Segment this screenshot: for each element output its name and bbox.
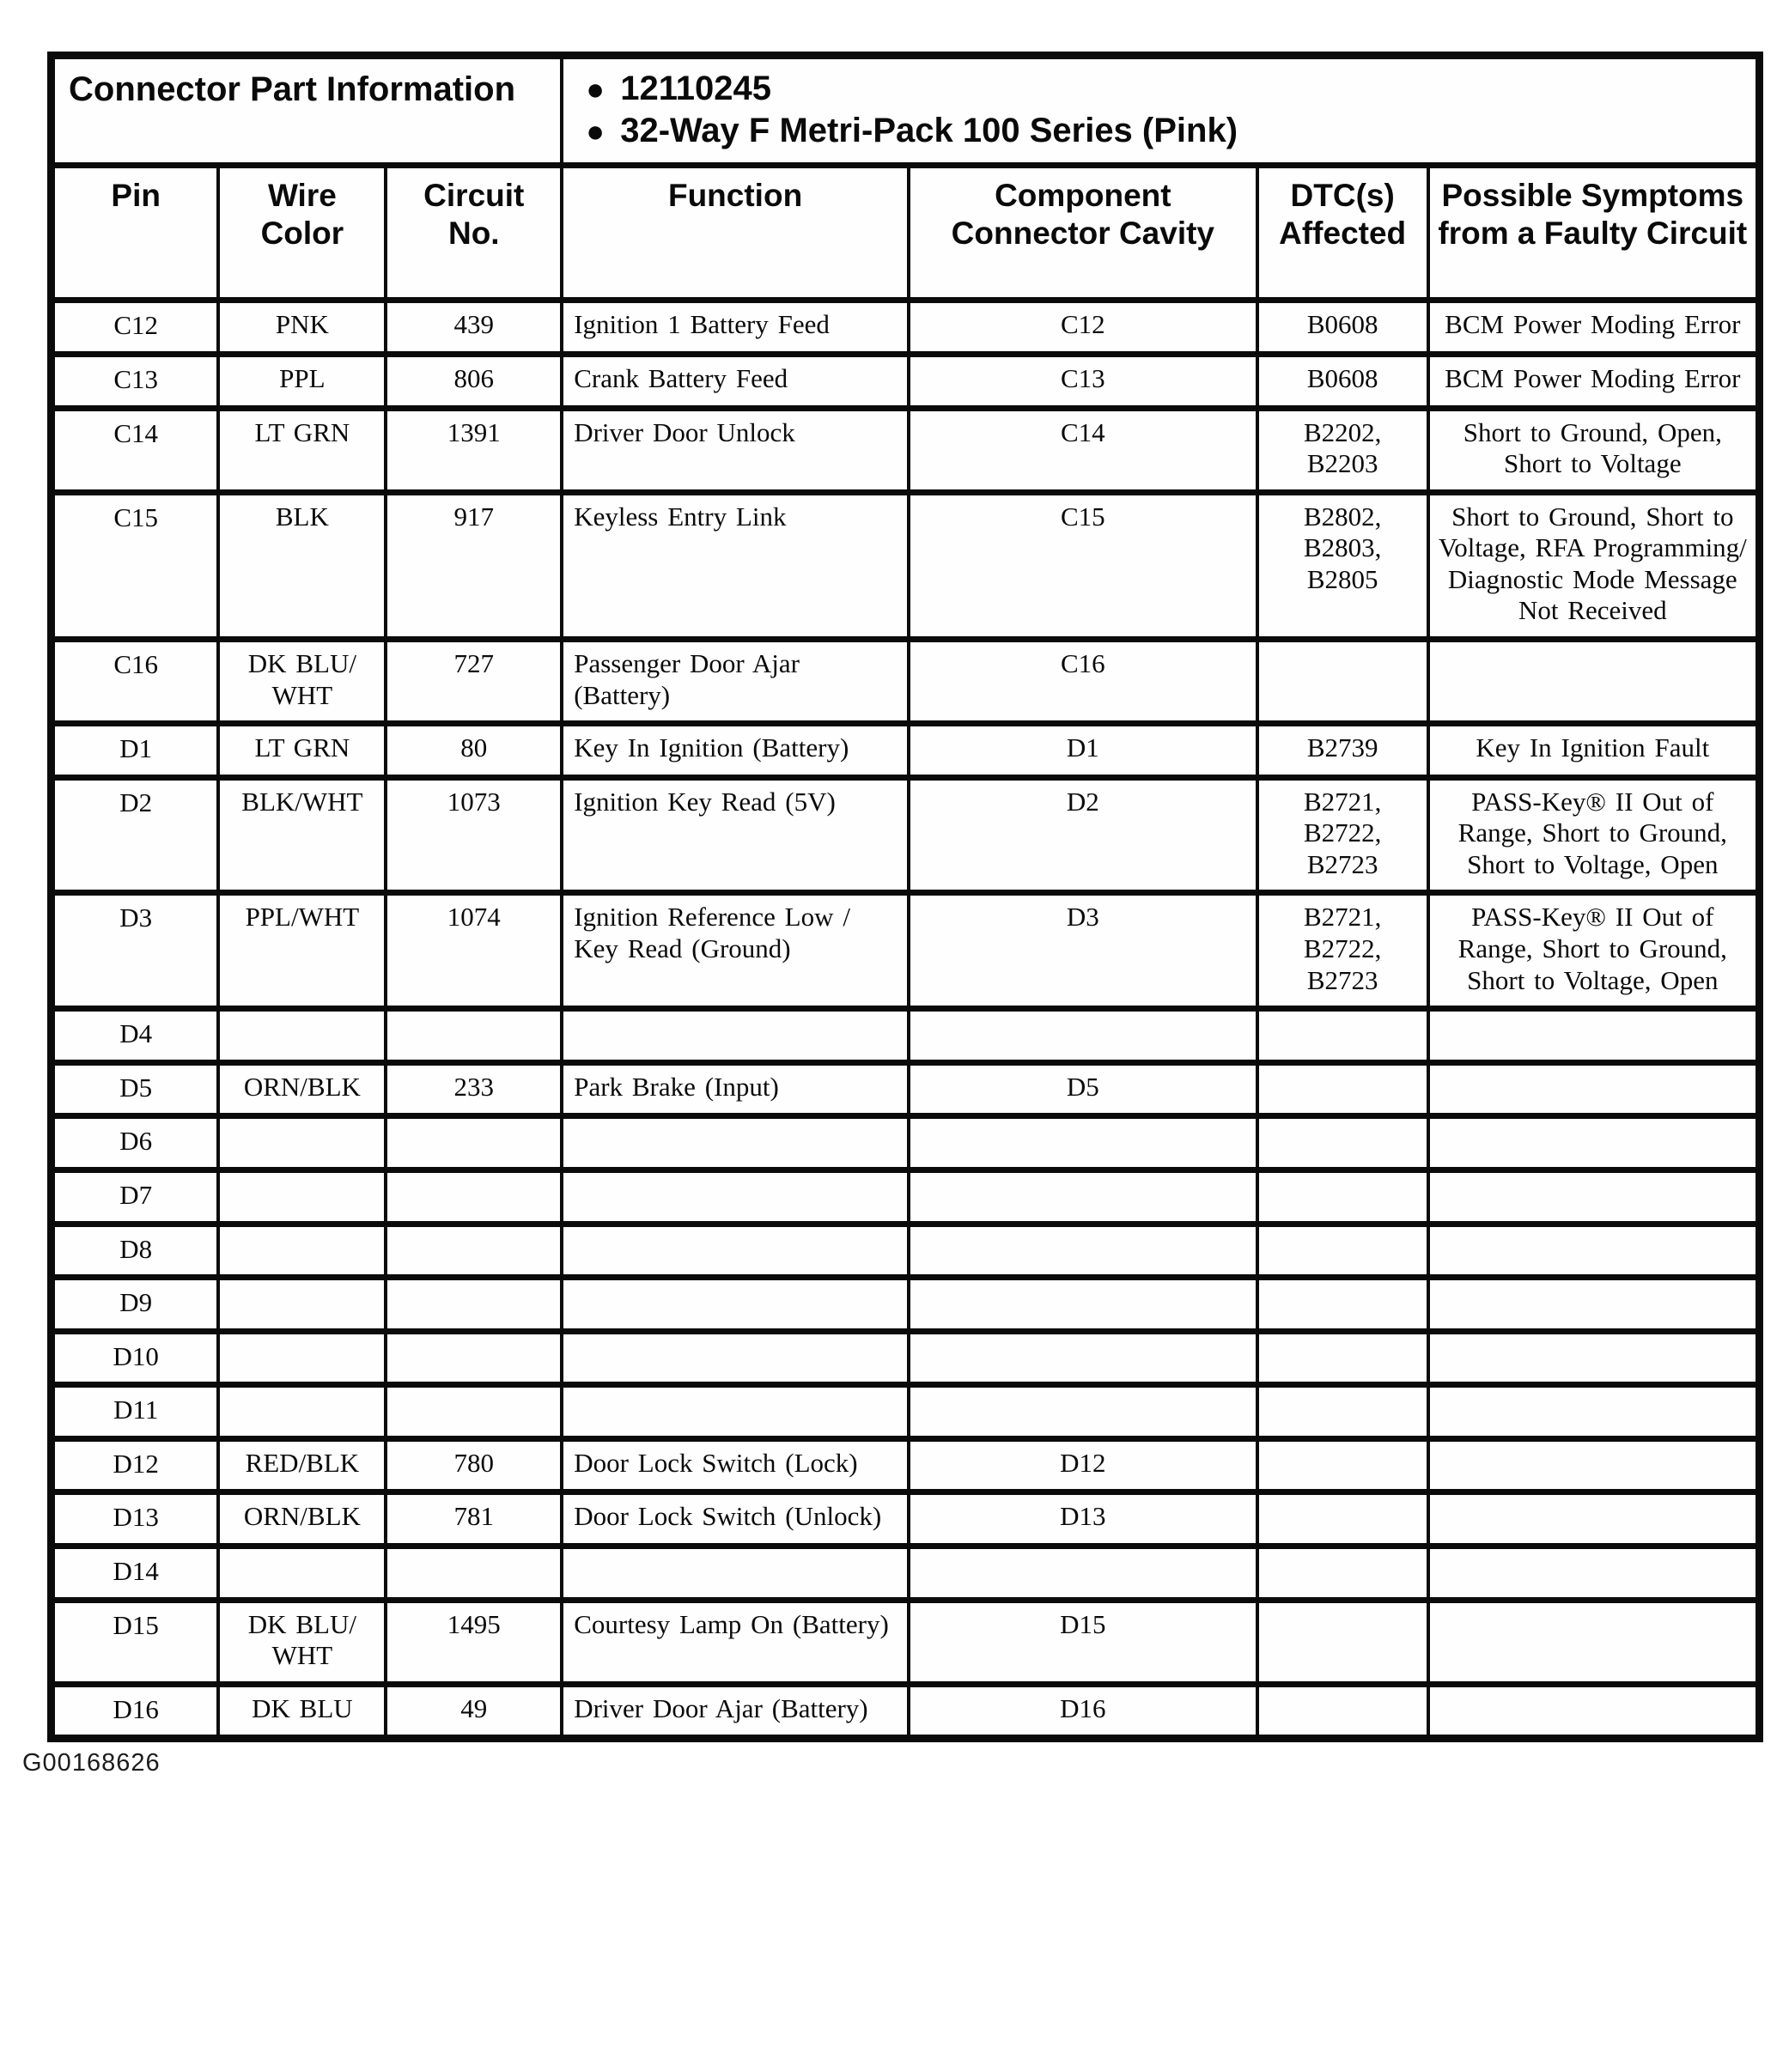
cell-wire-color: DK BLU/ WHT xyxy=(218,1600,386,1684)
table-row xyxy=(52,1385,1760,1439)
cell-function: Driver Door Unlock xyxy=(562,408,909,492)
cell-wire-color xyxy=(218,1116,386,1170)
cell-pin: D8 xyxy=(52,1224,219,1278)
cell-pin: C13 xyxy=(52,354,219,408)
table-row xyxy=(52,354,1760,408)
column-header-row xyxy=(52,165,1760,301)
cell-pin: C16 xyxy=(52,640,219,724)
cell-dtcs-affected: B2721, B2722, B2723 xyxy=(1257,777,1428,893)
cell-pin: D13 xyxy=(52,1492,219,1546)
cell-circuit-no xyxy=(386,1546,562,1600)
cell-possible-symptoms xyxy=(1428,1062,1760,1116)
cell-function xyxy=(562,1331,909,1385)
cell-component-connector-cavity xyxy=(909,1278,1257,1332)
cell-component-connector-cavity: D5 xyxy=(909,1062,1257,1116)
cell-dtcs-affected: B0608 xyxy=(1257,354,1428,408)
cell-dtcs-affected xyxy=(1257,1492,1428,1546)
cell-possible-symptoms: PASS-Key® II Out of Range, Short to Ground, Short to Voltage, Open xyxy=(1428,893,1760,1009)
cell-possible-symptoms: Key In Ignition Fault xyxy=(1428,724,1760,778)
cell-dtcs-affected xyxy=(1257,1062,1428,1116)
cell-function: Keyless Entry Link xyxy=(562,492,909,639)
cell-function: Key In Ignition (Battery) xyxy=(562,724,909,778)
cell-possible-symptoms xyxy=(1428,1009,1760,1063)
cell-pin: D6 xyxy=(52,1116,219,1170)
table-row xyxy=(52,1438,1760,1492)
cell-possible-symptoms xyxy=(1428,1116,1760,1170)
cell-function xyxy=(562,1546,909,1600)
cell-possible-symptoms xyxy=(1428,1684,1760,1739)
cell-pin: D10 xyxy=(52,1331,219,1385)
cell-function xyxy=(562,1170,909,1224)
cell-pin: D15 xyxy=(52,1600,219,1684)
cell-pin: D1 xyxy=(52,724,219,778)
table-row xyxy=(52,640,1760,724)
col-header-function: Function xyxy=(562,165,909,301)
cell-pin: D4 xyxy=(52,1009,219,1063)
col-header-circuit-no: Circuit No. xyxy=(386,165,562,301)
col-header-wire-color: Wire Color xyxy=(218,165,386,301)
cell-possible-symptoms xyxy=(1428,1224,1760,1278)
cell-function xyxy=(562,1278,909,1332)
cell-wire-color: DK BLU/ WHT xyxy=(218,640,386,724)
cell-component-connector-cavity xyxy=(909,1116,1257,1170)
cell-dtcs-affected: B2202, B2203 xyxy=(1257,408,1428,492)
col-header-possible-symptoms: Possible Symptoms from a Faulty Circuit xyxy=(1428,165,1760,301)
series-item xyxy=(586,110,1747,152)
cell-component-connector-cavity: D12 xyxy=(909,1438,1257,1492)
table-row xyxy=(52,777,1760,893)
cell-function: Door Lock Switch (Unlock) xyxy=(562,1492,909,1546)
table-row xyxy=(52,1116,1760,1170)
bullet-icon: ● xyxy=(586,71,605,106)
col-header-pin: Pin xyxy=(52,165,219,301)
cell-dtcs-affected xyxy=(1257,1546,1428,1600)
cell-circuit-no xyxy=(386,1385,562,1439)
table-row xyxy=(52,1278,1760,1332)
table-row xyxy=(52,1170,1760,1224)
cell-component-connector-cavity xyxy=(909,1331,1257,1385)
cell-component-connector-cavity xyxy=(909,1385,1257,1439)
cell-circuit-no: 49 xyxy=(386,1684,562,1739)
connector-part-info-title: Connector Part Information xyxy=(52,56,563,166)
cell-pin: D2 xyxy=(52,777,219,893)
connector-info-row xyxy=(52,56,1760,166)
cell-function: Driver Door Ajar (Battery) xyxy=(562,1684,909,1739)
cell-circuit-no: 233 xyxy=(386,1062,562,1116)
cell-circuit-no: 917 xyxy=(386,492,562,639)
cell-wire-color: BLK/WHT xyxy=(218,777,386,893)
cell-pin: C15 xyxy=(52,492,219,639)
cell-pin: D12 xyxy=(52,1438,219,1492)
cell-function xyxy=(562,1224,909,1278)
cell-circuit-no: 80 xyxy=(386,724,562,778)
figure-id: G00168626 xyxy=(22,1749,161,1777)
cell-dtcs-affected xyxy=(1257,1170,1428,1224)
cell-possible-symptoms: Short to Ground, Short to Voltage, RFA Programming/ Diagnostic Mode Message Not Received xyxy=(1428,492,1760,639)
cell-circuit-no xyxy=(386,1116,562,1170)
cell-wire-color: ORN/BLK xyxy=(218,1492,386,1546)
cell-component-connector-cavity: D13 xyxy=(909,1492,1257,1546)
cell-possible-symptoms: Short to Ground, Open, Short to Voltage xyxy=(1428,408,1760,492)
cell-dtcs-affected xyxy=(1257,1684,1428,1739)
cell-pin: C14 xyxy=(52,408,219,492)
cell-component-connector-cavity xyxy=(909,1546,1257,1600)
table-row xyxy=(52,893,1760,1009)
cell-dtcs-affected: B0608 xyxy=(1257,301,1428,355)
cell-dtcs-affected: B2721, B2722, B2723 xyxy=(1257,893,1428,1009)
part-number: 12110245 xyxy=(620,70,771,107)
cell-possible-symptoms xyxy=(1428,1385,1760,1439)
table-row xyxy=(52,1331,1760,1385)
cell-function xyxy=(562,1009,909,1063)
cell-circuit-no: 1073 xyxy=(386,777,562,893)
cell-circuit-no xyxy=(386,1331,562,1385)
cell-possible-symptoms xyxy=(1428,1546,1760,1600)
cell-wire-color: BLK xyxy=(218,492,386,639)
cell-circuit-no: 1074 xyxy=(386,893,562,1009)
cell-circuit-no: 439 xyxy=(386,301,562,355)
table-row xyxy=(52,492,1760,639)
cell-circuit-no xyxy=(386,1278,562,1332)
cell-dtcs-affected xyxy=(1257,1438,1428,1492)
cell-wire-color xyxy=(218,1331,386,1385)
table-row xyxy=(52,1224,1760,1278)
cell-wire-color: PPL xyxy=(218,354,386,408)
cell-possible-symptoms: BCM Power Moding Error xyxy=(1428,354,1760,408)
cell-dtcs-affected xyxy=(1257,1385,1428,1439)
cell-circuit-no: 727 xyxy=(386,640,562,724)
cell-function: Ignition Key Read (5V) xyxy=(562,777,909,893)
cell-function: Courtesy Lamp On (Battery) xyxy=(562,1600,909,1684)
cell-dtcs-affected xyxy=(1257,640,1428,724)
connector-pin-table xyxy=(47,52,1763,1742)
cell-pin: D14 xyxy=(52,1546,219,1600)
cell-pin: D7 xyxy=(52,1170,219,1224)
cell-function xyxy=(562,1385,909,1439)
cell-wire-color xyxy=(218,1546,386,1600)
cell-circuit-no xyxy=(386,1009,562,1063)
cell-wire-color xyxy=(218,1170,386,1224)
cell-possible-symptoms: BCM Power Moding Error xyxy=(1428,301,1760,355)
table-row xyxy=(52,1600,1760,1684)
cell-wire-color xyxy=(218,1009,386,1063)
col-header-dtcs-affected: DTC(s) Affected xyxy=(1257,165,1428,301)
bullet-icon: ● xyxy=(586,112,605,149)
cell-circuit-no: 1391 xyxy=(386,408,562,492)
table-row xyxy=(52,1062,1760,1116)
cell-possible-symptoms xyxy=(1428,1438,1760,1492)
cell-wire-color: LT GRN xyxy=(218,408,386,492)
cell-pin: D9 xyxy=(52,1278,219,1332)
cell-component-connector-cavity: D16 xyxy=(909,1684,1257,1739)
cell-wire-color xyxy=(218,1385,386,1439)
cell-component-connector-cavity xyxy=(909,1170,1257,1224)
cell-component-connector-cavity: D3 xyxy=(909,893,1257,1009)
table-row xyxy=(52,408,1760,492)
cell-pin: D3 xyxy=(52,893,219,1009)
table-row xyxy=(52,1492,1760,1546)
cell-component-connector-cavity xyxy=(909,1009,1257,1063)
cell-component-connector-cavity: C14 xyxy=(909,408,1257,492)
cell-dtcs-affected: B2739 xyxy=(1257,724,1428,778)
cell-component-connector-cavity: C13 xyxy=(909,354,1257,408)
cell-wire-color xyxy=(218,1224,386,1278)
cell-pin: D11 xyxy=(52,1385,219,1439)
cell-dtcs-affected xyxy=(1257,1009,1428,1063)
cell-wire-color: LT GRN xyxy=(218,724,386,778)
series-name: 32-Way F Metri-Pack 100 Series (Pink) xyxy=(620,111,1238,149)
cell-function: Ignition Reference Low / Key Read (Ground) xyxy=(562,893,909,1009)
cell-circuit-no: 781 xyxy=(386,1492,562,1546)
cell-pin: D5 xyxy=(52,1062,219,1116)
cell-circuit-no: 806 xyxy=(386,354,562,408)
cell-dtcs-affected xyxy=(1257,1331,1428,1385)
cell-component-connector-cavity xyxy=(909,1224,1257,1278)
cell-function: Door Lock Switch (Lock) xyxy=(562,1438,909,1492)
table-row xyxy=(52,1684,1760,1739)
table-row xyxy=(52,1546,1760,1600)
cell-dtcs-affected: B2802, B2803, B2805 xyxy=(1257,492,1428,639)
cell-possible-symptoms: PASS-Key® II Out of Range, Short to Ground, Short to Voltage, Open xyxy=(1428,777,1760,893)
cell-possible-symptoms xyxy=(1428,1170,1760,1224)
cell-possible-symptoms xyxy=(1428,1331,1760,1385)
cell-function: Passenger Door Ajar (Battery) xyxy=(562,640,909,724)
cell-component-connector-cavity: D1 xyxy=(909,724,1257,778)
cell-wire-color: PPL/WHT xyxy=(218,893,386,1009)
cell-pin: D16 xyxy=(52,1684,219,1739)
cell-possible-symptoms xyxy=(1428,640,1760,724)
cell-dtcs-affected xyxy=(1257,1224,1428,1278)
cell-component-connector-cavity: C15 xyxy=(909,492,1257,639)
cell-component-connector-cavity: D15 xyxy=(909,1600,1257,1684)
cell-possible-symptoms xyxy=(1428,1278,1760,1332)
cell-circuit-no xyxy=(386,1170,562,1224)
col-header-component-connector-cavity: Component Connector Cavity xyxy=(909,165,1257,301)
cell-wire-color: DK BLU xyxy=(218,1684,386,1739)
cell-circuit-no: 1495 xyxy=(386,1600,562,1684)
cell-pin: C12 xyxy=(52,301,219,355)
part-number-item xyxy=(586,68,1747,110)
table-row xyxy=(52,1009,1760,1063)
cell-possible-symptoms xyxy=(1428,1492,1760,1546)
connector-part-info-details xyxy=(562,56,1759,166)
cell-circuit-no: 780 xyxy=(386,1438,562,1492)
cell-dtcs-affected xyxy=(1257,1278,1428,1332)
cell-function: Park Brake (Input) xyxy=(562,1062,909,1116)
cell-function: Crank Battery Feed xyxy=(562,354,909,408)
cell-wire-color: ORN/BLK xyxy=(218,1062,386,1116)
cell-wire-color: PNK xyxy=(218,301,386,355)
cell-possible-symptoms xyxy=(1428,1600,1760,1684)
table-row xyxy=(52,724,1760,778)
cell-circuit-no xyxy=(386,1224,562,1278)
cell-dtcs-affected xyxy=(1257,1116,1428,1170)
table-row xyxy=(52,301,1760,355)
cell-wire-color: RED/BLK xyxy=(218,1438,386,1492)
cell-component-connector-cavity: C12 xyxy=(909,301,1257,355)
cell-component-connector-cavity: C16 xyxy=(909,640,1257,724)
cell-function: Ignition 1 Battery Feed xyxy=(562,301,909,355)
cell-dtcs-affected xyxy=(1257,1600,1428,1684)
cell-function xyxy=(562,1116,909,1170)
cell-component-connector-cavity: D2 xyxy=(909,777,1257,893)
cell-wire-color xyxy=(218,1278,386,1332)
